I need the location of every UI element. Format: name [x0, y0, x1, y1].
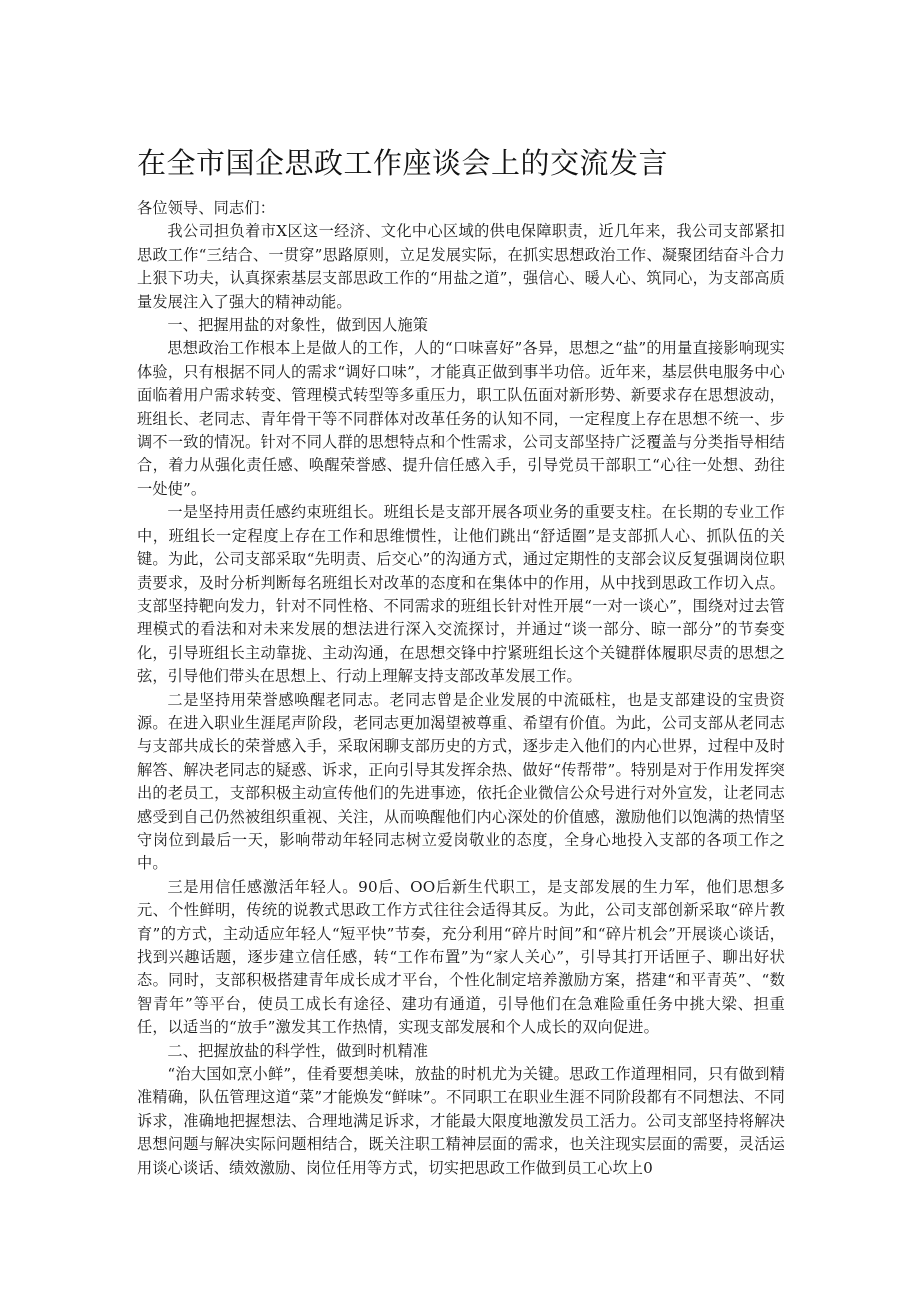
- paragraph: 二是坚持用荣誉感唤醒老同志。老同志曾是企业发展的中流砥柱，也是支部建设的宝贵资源。在进入职业生涯尾声阶段，老同志更加渴望被尊重、希望有价值。为此，公司支部从老同志与支部共成长的荣誉感入手，采取闲聊支部历史的方式，逐步走入他们的内心世界，过程中及时解答、解决老同志的疑惑、诉求，正向引导其发挥余热、做好“传帮带”。特别是对于作用发挥突出的老员工，支部积极主动宣传他们的先进事迹，依托企业微信公众号进行对外宣发，让老同志感受到自己仍然被组织重视、关注，从而唤醒他们内心深处的价值感，激励他们以饱满的热情坚守岗位到最后一天，影响带动年轻同志树立爱岗敬业的态度，全身心地投入支部的各项工作之中。: [137, 690, 785, 873]
- paragraph: 三是用信任感激活年轻人。90后、OO后新生代职工，是支部发展的生力军，他们思想多元、个性鲜明，传统的说教式思政工作方式往往会适得其反。为此，公司支部创新采取“碎片教育”的方式，主动适应年轻人“短平快”节奏，充分利用“碎片时间”和“碎片机会”开展谈心谈话，找到兴趣话题，逐步建立信任感，转“工作布置”为“家人关心”，引导其打开话匣子、聊出好状态。同时，支部积极搭建青年成长成才平台，个性化制定培养激励方案，搭建“和平青英”、“数智青年”等平台，使员工成长有途径、建功有通道，引导他们在急难险重任务中挑大梁、担重任，以适当的“放手”激发其工作热情，实现支部发展和个人成长的双向促进。: [137, 877, 785, 1037]
- section-heading: 一、把握用盐的对象性，做到因人施策: [167, 316, 429, 335]
- paragraph: “治大国如烹小鲜”，佳肴要想美味，放盐的时机尤为关键。思政工作道理相同，只有做到精准精确，队伍管理这道“菜”才能焕发“鲜味”。不同职工在职业生涯不同阶段都有不同想法、不同诉求，准确地把握想法、合理地满足诉求，才能最大限度地激发员工活力。公司支部坚持将解决思想问题与解决实际问题相结合，既关注职工精神层面的需求，也关注现实层面的需要，灵活运用谈心谈话、绩效激励、岗位任用等方式，切实把思政工作做到员工心坎上0: [137, 1065, 785, 1177]
- document-title: 在全市国企思政工作座谈会上的交流发言: [137, 146, 669, 180]
- paragraph: 我公司担负着市X区这一经济、文化中心区域的供电保障职责，近几年来，我公司支部紧扣思政工作“三结合、一贯穿”思路原则，立足发展实际，在抓实思想政治工作、凝聚团结奋斗合力上狠下功夫，认真探索基层支部思政工作的“用盐之道”，强信心、暖人心、筑同心，为支部高质量发展注入了强大的精神动能。: [137, 222, 785, 311]
- section-heading: 二、把握放盐的科学性，做到时机精准: [167, 1041, 429, 1060]
- paragraph: 一是坚持用责任感约束班组长。班组长是支部开展各项业务的重要支柱。在长期的专业工作中，班组长一定程度上存在工作和思维惯性，让他们跳出“舒适圈”是支部抓人心、抓队伍的关键。为此，公司支部采取“先明责、后交心”的沟通方式，通过定期性的支部会议反复强调岗位职责要求，及时分析判断每名班组长对改革的态度和在集体中的作用，从中找到思政工作切入点。支部坚持靶向发力，针对不同性格、不同需求的班组长针对性开展“一对一谈心”，围绕对过去管理模式的看法和对未来发展的想法进行深入交流探讨，并通过“谈一部分、晾一部分”的节奏变化，引导班组长主动靠拢、主动沟通，在思想交锋中拧紧班组长这个关键群体履职尽责的思想之弦，引导他们带头在思想上、行动上理解支持支部改革发展工作。: [137, 503, 785, 686]
- paragraph: 思想政治工作根本上是做人的工作，人的“口味喜好”各异，思想之“盐”的用量直接影响现实体验，只有根据不同人的需求“调好口味”，才能真正做到事半功倍。近年来，基层供电服务中心面临着用户需求转变、管理模式转型等多重压力，职工队伍面对新形势、新要求存在思想波动，班组长、老同志、青年骨干等不同群体对改革任务的认知不同，一定程度上存在思想不统一、步调不一致的情况。针对不同人群的思想特点和个性需求，公司支部坚持广泛覆盖与分类指导相结合，着力从强化责任感、唤醒荣誉感、提升信任感入手，引导党员干部职工“心往一处想、劲往一处使”。: [137, 339, 785, 498]
- salutation: 各位领导、同志们：: [137, 199, 276, 217]
- document-body: [137, 197, 785, 1180]
